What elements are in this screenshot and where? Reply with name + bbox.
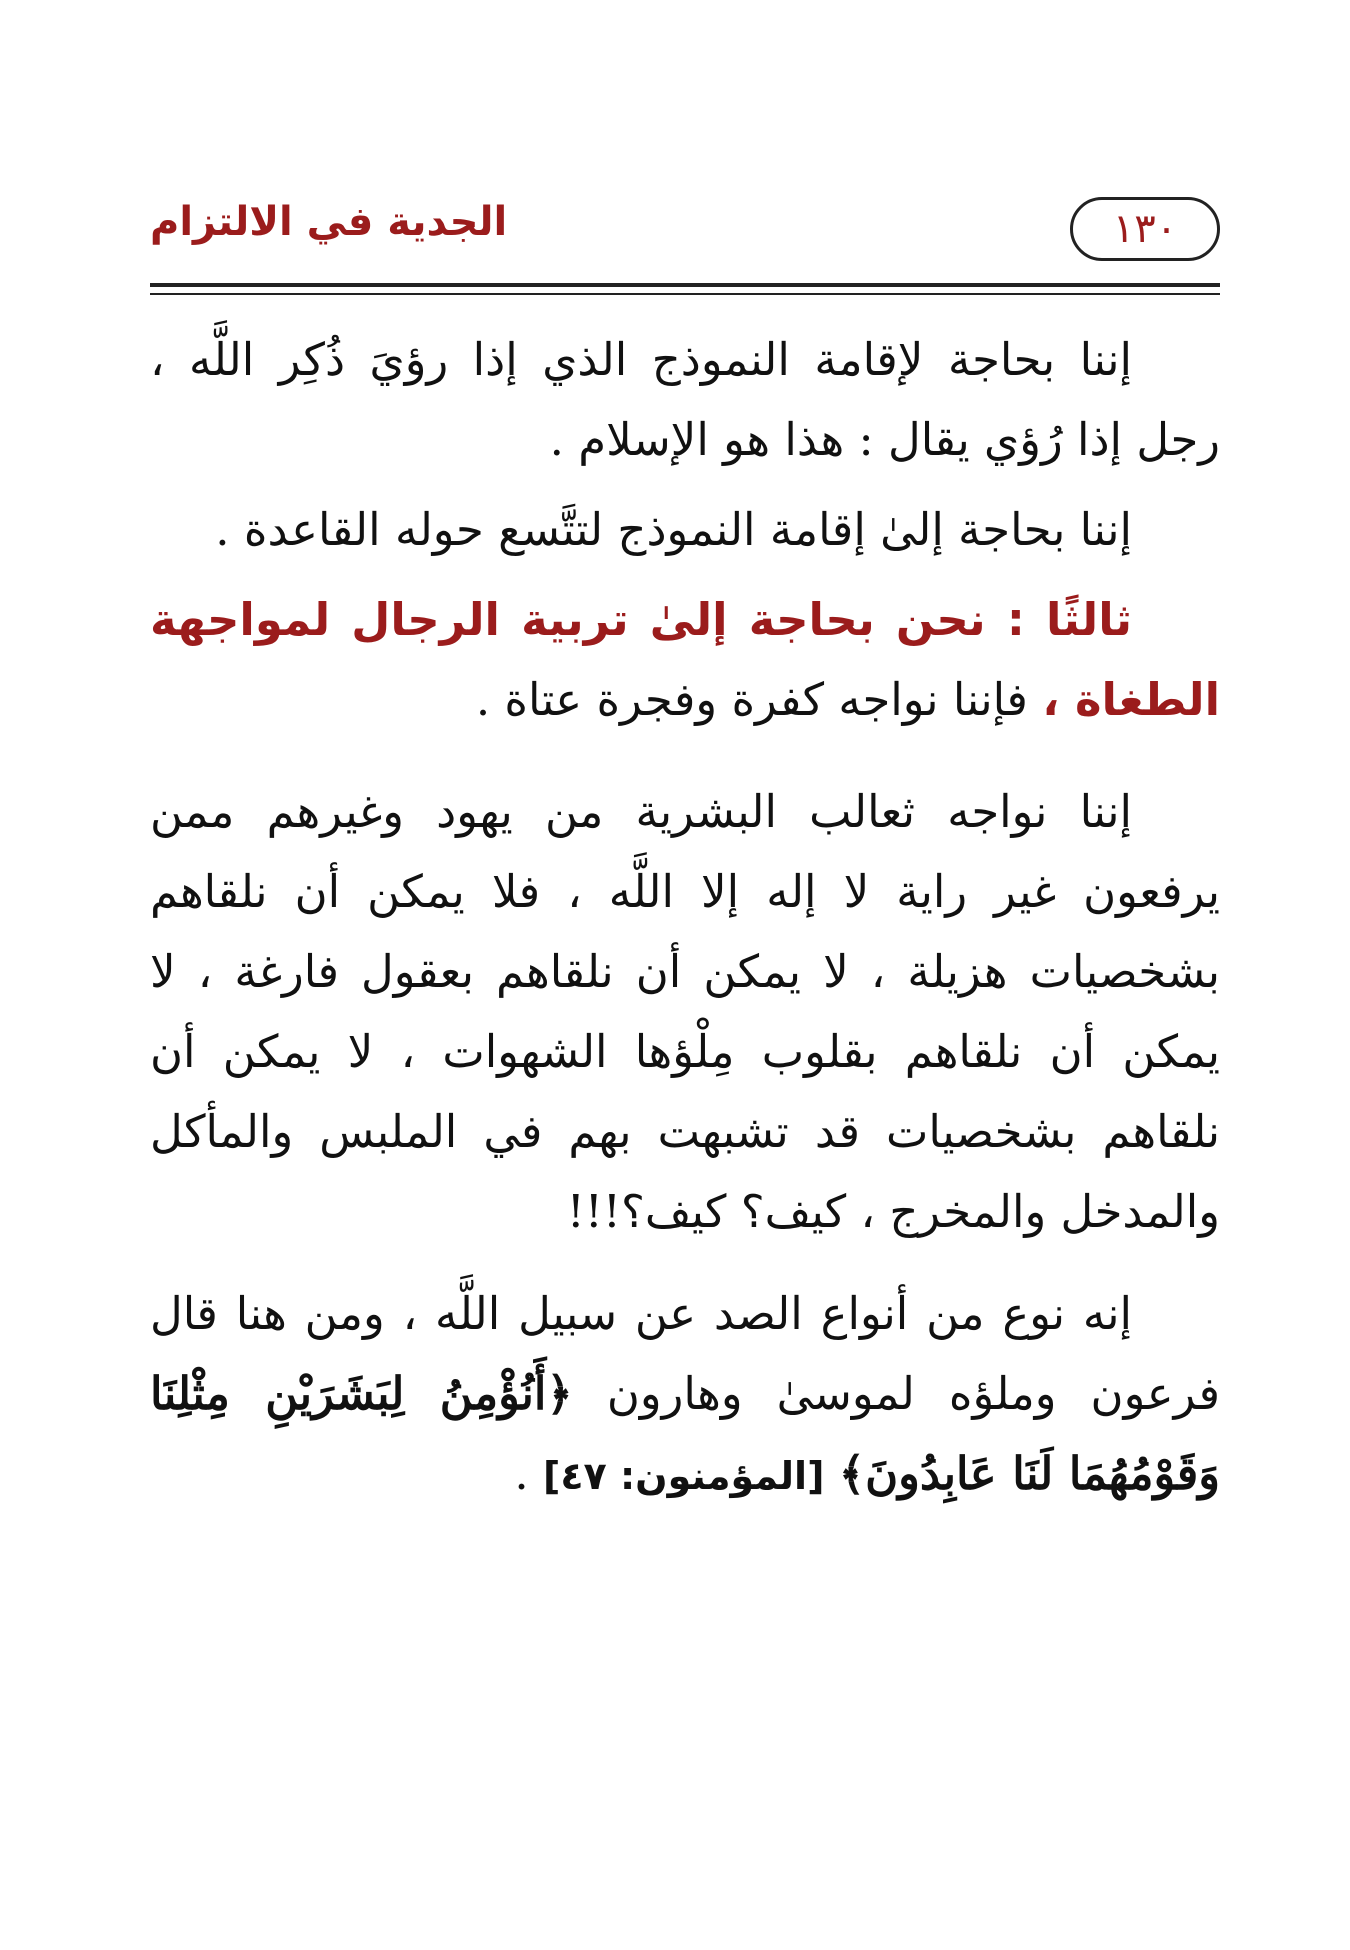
paragraph-1: إننا بحاجة لإقامة النموذج الذي إذا رؤيَ ذُكِر اللَّه ، رجل إذا رُؤي يقال : هذا هو الإسلام . [150, 333, 1220, 466]
page-number: ١٣٠ [1112, 206, 1178, 252]
header-rule-thin [150, 293, 1220, 295]
page-number-frame [1070, 197, 1220, 261]
paragraph-5 [150, 1274, 1220, 1516]
quran-verse: ﴿أَنُؤْمِنُ لِبَشَرَيْنِ مِثْلِنَا وَقَوْمُهُمَا لَنَا عَابِدُونَ﴾ [150, 1367, 1220, 1500]
header-rule-thick [150, 283, 1220, 287]
page-body [150, 320, 1220, 1516]
page-header [150, 195, 1220, 275]
paragraph-4: إننا نواجه ثعالب البشرية من يهود وغيرهم ممن يرفعون غير راية لا إله إلا اللَّه ، فلا يمكن أن نلقاهم بشخصيات هزيلة ، لا يمكن أن نلقاهم بعقول فارغة ، لا يمكن أن نلقاهم بقلوب مِلْؤها الشهوات ، لا يمكن أن نلقاهم بشخصيات قد تشبهت بهم في الملبس والمأكل والمدخل والمخرج ، كيف؟ كيف؟!!! [150, 785, 1221, 1238]
paragraph-5-end: . [514, 1447, 529, 1500]
paragraph-5-text: إنه نوع من أنواع الصد عن سبيل اللَّه ، ومن هنا قال فرعون وملؤه لموسىٰ وهارون [150, 1287, 1221, 1420]
section-heading-third: ثالثًا : نحن بحاجة إلىٰ تربية الرجال لمواجهة الطغاة ، [150, 593, 1220, 726]
paragraph-2: إننا بحاجة إلىٰ إقامة النموذج لتتَّسع حوله القاعدة . [215, 503, 1132, 556]
paragraph-3 [150, 580, 1220, 740]
running-title: الجدية في الالتزام [150, 199, 508, 245]
verse-reference: [المؤمنون: ٤٧] [542, 1454, 825, 1498]
paragraph-3-text: فإننا نواجه كفرة وفجرة عتاة . [475, 673, 1028, 726]
